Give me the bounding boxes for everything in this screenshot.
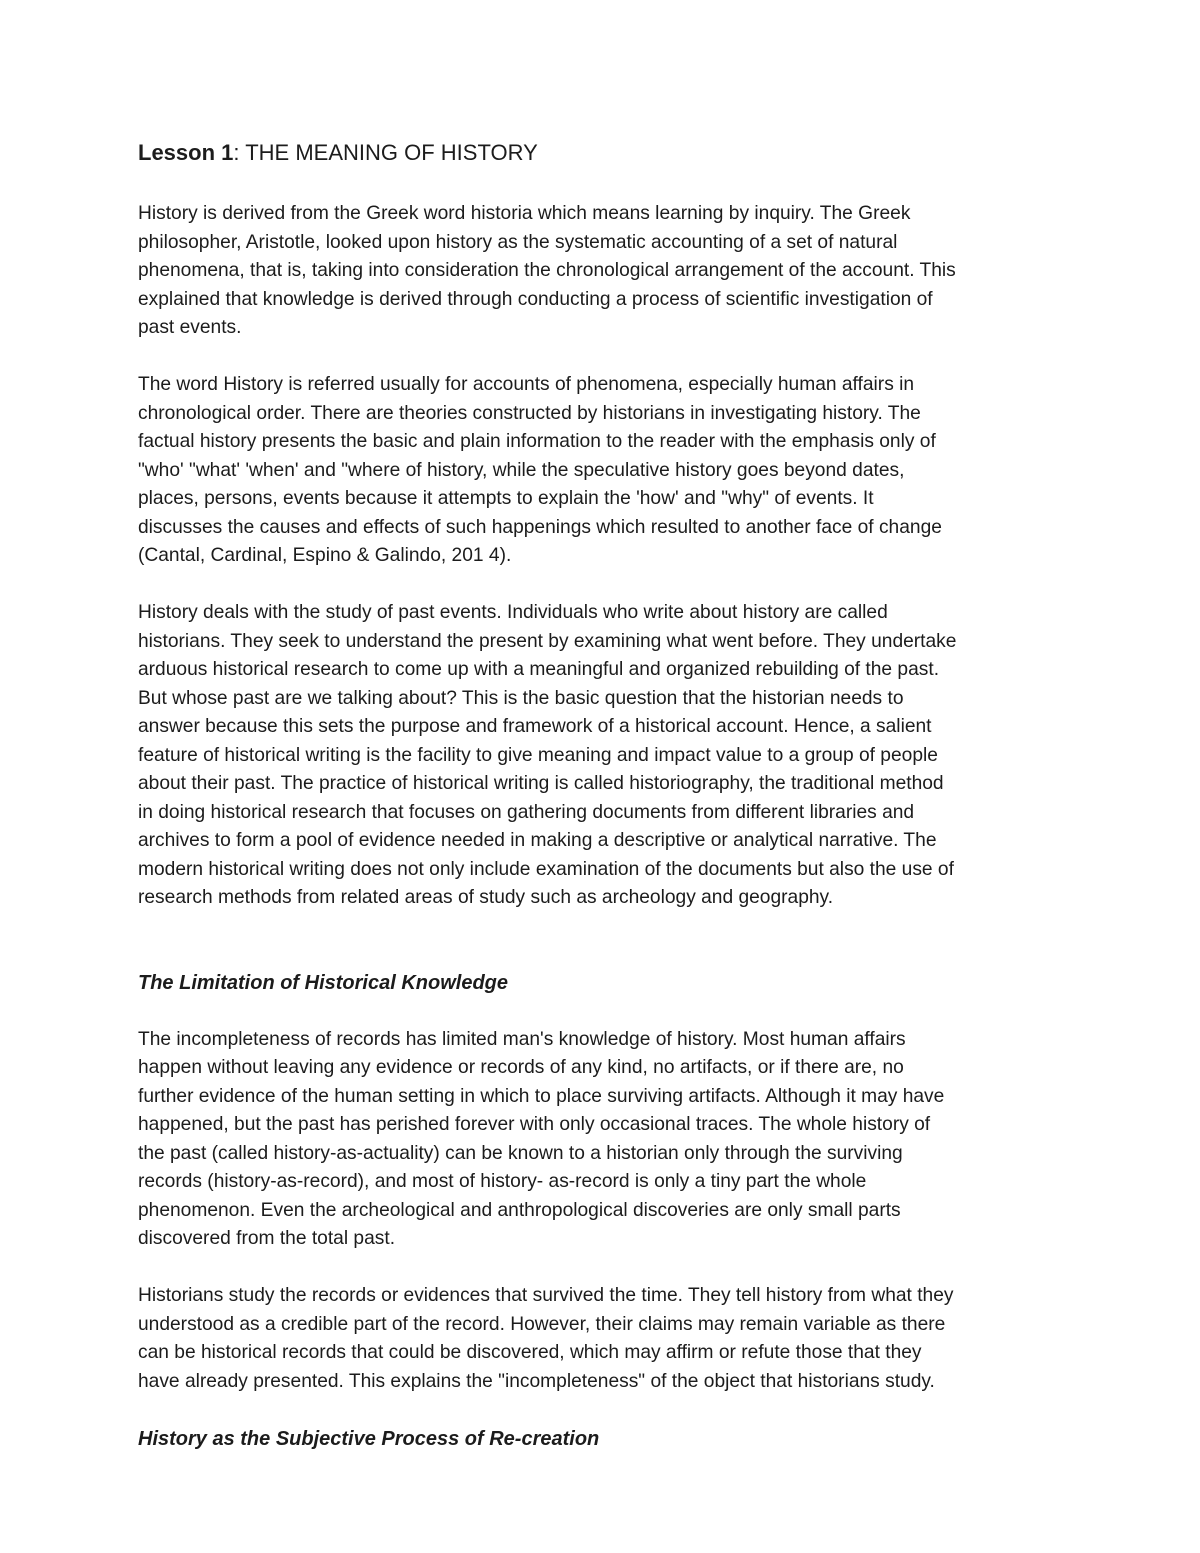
section-limitation — [138, 1026, 1068, 1397]
paragraph-line: past events. — [138, 317, 242, 338]
paragraph — [138, 1026, 1068, 1254]
paragraph-line: factual history presents the basic and plain information to the reader with the emphasis only of — [138, 431, 936, 452]
paragraph-line: Historians study the records or evidences that survived the time. They tell history from what they — [138, 1285, 954, 1306]
paragraph-line: places, persons, events because it attempts to explain the 'how' and "why" of events. It — [138, 488, 874, 509]
paragraph-line: "who' "what' 'when' and "where of history, while the speculative history goes beyond dates, — [138, 459, 905, 481]
paragraph-line: happen without leaving any evidence or records of any kind, no artifacts, or if there are, no — [138, 1057, 904, 1078]
paragraph-line: History deals with the study of past events. Individuals who write about history are called — [138, 602, 888, 623]
paragraph — [138, 599, 1068, 913]
section-heading-subjective: History as the Subjective Process of Re-creation — [138, 1427, 600, 1450]
paragraph — [138, 1282, 1068, 1396]
lesson-label: Lesson 1 — [138, 140, 234, 165]
paragraph-line: phenomena, that is, taking into consideration the chronological arrangement of the account. This — [138, 260, 956, 281]
paragraph-line: chronological order. There are theories constructed by historians in investigating history. The — [138, 402, 921, 424]
paragraph-line: arduous historical research to come up with a meaningful and organized rebuilding of the past. — [138, 659, 940, 680]
section-heading-limitation: The Limitation of Historical Knowledge — [138, 971, 509, 994]
paragraph-line: happened, but the past has perished forever with only occasional traces. The whole history of — [138, 1114, 931, 1135]
paragraph — [138, 200, 1068, 343]
paragraph-line: modern historical writing does not only include examination of the documents but also the use of — [138, 858, 954, 880]
paragraph-line: the past (called history-as-actuality) can be known to a historian only through the surviving — [138, 1142, 903, 1164]
paragraph-line: historians. They seek to understand the present by examining what went before. They undertake — [138, 630, 957, 652]
paragraph-line: archives to form a pool of evidence needed in making a descriptive or analytical narrative. The — [138, 830, 937, 851]
paragraph-line: records (history-as-record), and most of history- as-record is only a tiny part the whole — [138, 1171, 867, 1192]
paragraph-line: phenomenon. Even the archeological and anthropological discoveries are only small parts — [138, 1199, 901, 1221]
paragraph-line: can be historical records that could be discovered, which may affirm or refute those that they — [138, 1342, 922, 1363]
paragraph-line: answer because this sets the purpose and framework of a historical account. Hence, a salient — [138, 716, 932, 737]
paragraph-line: discovered from the total past. — [138, 1228, 396, 1249]
section-meaning-of-history — [138, 200, 1068, 913]
paragraph-line: about their past. The practice of historical writing is called historiography, the traditional method — [138, 773, 944, 794]
paragraph-line: History is derived from the Greek word historia which means learning by inquiry. The Greek — [138, 203, 911, 224]
paragraph-line: understood as a credible part of the record. However, their claims may remain variable as there — [138, 1313, 946, 1335]
lesson-title: : THE MEANING OF HISTORY — [233, 140, 538, 165]
paragraph-line: have already presented. This explains the "incompleteness" of the object that historians study. — [138, 1370, 935, 1392]
paragraph-line: The incompleteness of records has limited man's knowledge of history. Most human affairs — [138, 1028, 906, 1050]
paragraph-line: The word History is referred usually for accounts of phenomena, especially human affairs in — [138, 374, 915, 395]
paragraph-line: further evidence of the human setting in which to place surviving artifacts. Although it may have — [138, 1085, 945, 1107]
paragraph-line: discusses the causes and effects of such happenings which resulted to another face of change — [138, 516, 942, 538]
paragraph-line: research methods from related areas of study such as archeology and geography. — [138, 887, 834, 908]
page-title — [138, 138, 1068, 168]
paragraph — [138, 371, 1068, 571]
paragraph-line: (Cantal, Cardinal, Espino & Galindo, 201 4). — [138, 545, 512, 566]
paragraph-line: explained that knowledge is derived through conducting a process of scientific investigation of — [138, 288, 933, 310]
paragraph-line: philosopher, Aristotle, looked upon history as the systematic accounting of a set of natural — [138, 231, 898, 253]
paragraph-line: feature of historical writing is the facility to give meaning and impact value to a group of people — [138, 744, 938, 766]
paragraph-line: But whose past are we talking about? This is the basic question that the historian needs to — [138, 687, 904, 709]
document-page — [138, 138, 1068, 1453]
paragraph-line: in doing historical research that focuses on gathering documents from different libraries and — [138, 801, 915, 823]
